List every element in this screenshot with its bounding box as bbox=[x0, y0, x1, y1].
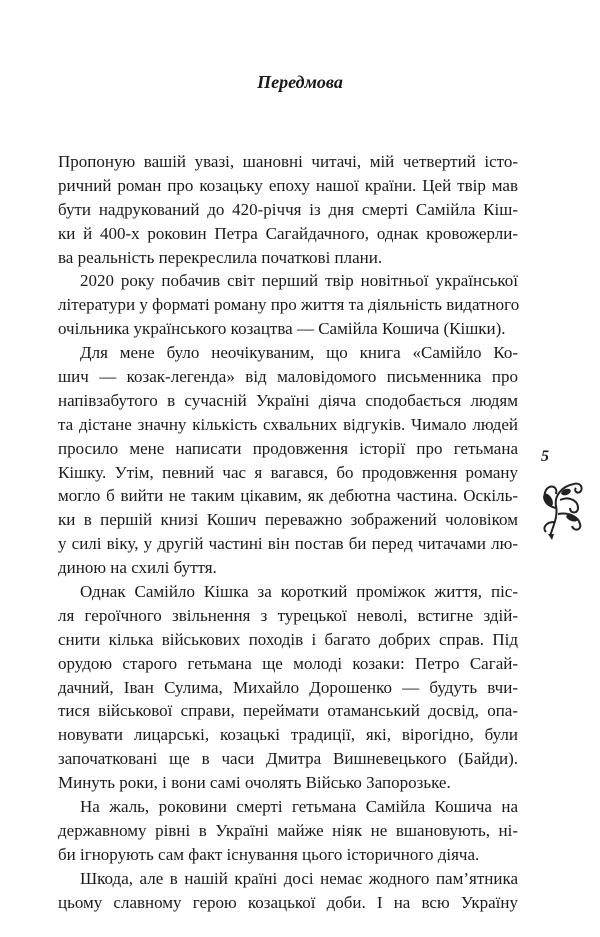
text-line: очільника українського козацтва — Самійла Кошича (Кішки). bbox=[58, 319, 506, 339]
text-line: започатковані ще в часи Дмитра Вишневецького (Байди). bbox=[58, 749, 518, 769]
text-line: снити кілька військових походів і багато добрих справ. Під bbox=[58, 629, 518, 649]
text-line: просило мене написати продовження історії про гетьмана bbox=[58, 438, 518, 458]
text-line: дачний, Іван Сулима, Михайло Дорошенко — будуть вчи- bbox=[58, 677, 518, 697]
text-line: орудою старого гетьмана ще молоді козаки: Петро Сагай- bbox=[58, 653, 518, 673]
text-line: ки й 400-х роковин Петра Сагайдачного, однак кровожерли- bbox=[58, 223, 518, 243]
text-line: диною на схилі буття. bbox=[58, 558, 217, 578]
page-title: Передмова bbox=[257, 72, 343, 92]
text-line: На жаль, роковини смерті гетьмана Самійла Кошича на bbox=[80, 797, 518, 817]
text-line: Пропоную вашій увазі, шановні читачі, мій четвертий істо- bbox=[58, 152, 518, 171]
text-line: ричний роман про козацьку епоху нашої країни. Цей твір мав bbox=[58, 175, 518, 195]
text-line: Для мене було неочікуваним, що книга «Самійло Ко- bbox=[80, 343, 518, 363]
text-line: шич — козак-легенда» від маловідомого письменника про bbox=[58, 367, 518, 387]
text-line: Шкода, але в нашій країні досі немає жодного пам’ятника bbox=[80, 868, 518, 888]
text-line: Однак Самійло Кішка за короткий проміжок життя, піс- bbox=[80, 582, 518, 602]
text-line: літератури у форматі роману про життя та діяльність видатного bbox=[58, 295, 520, 315]
text-line: ля героїчного звільнення з турецької неволі, встигне здій- bbox=[58, 605, 518, 625]
text-line: новувати лицарські, козацькі традиції, які, вірогідно, були bbox=[58, 725, 518, 745]
text-line: ва реальність перекреслила початкові плани. bbox=[58, 247, 383, 267]
text-line: тися військової справи, переймати отаманський досвід, опа- bbox=[58, 701, 518, 721]
text-line: могло б вийти не таким цікавим, як дебютна частина. Оскіль- bbox=[58, 486, 518, 506]
text-line: бути надрукований до 420-річчя із дня смерті Самійла Кіш- bbox=[58, 199, 518, 219]
text-line: цьому славному герою козацької доби. І на всю Україну bbox=[58, 892, 518, 912]
page-number: 5 bbox=[541, 448, 549, 465]
text-line: напівзабутого в сучасній Україні діяча сподобається людям bbox=[58, 390, 518, 410]
text-line: Минуть роки, і вони самі очолять Військо Запорозьке. bbox=[58, 773, 451, 793]
floral-ornament-icon bbox=[536, 478, 588, 540]
text-line: Кішку. Утім, певний час я вагався, бо продовження роману bbox=[58, 462, 518, 482]
text-line: 2020 року побачив світ перший твір новітньої української bbox=[80, 271, 518, 291]
text-line: державному рівні в Україні майже ніяк не вшановують, ні- bbox=[58, 820, 518, 840]
body-text bbox=[58, 150, 518, 915]
text-line: ки в першій книзі Кошич переважно зображений чоловіком bbox=[58, 510, 518, 530]
text-line: та дістане значну кількість схвальних відгуків. Чимало людей bbox=[58, 414, 518, 434]
text-line: би ігнорують сам факт існування цього історичного діяча. bbox=[58, 844, 480, 864]
text-line: у силі віку, у другій частині він постав би перед читачами лю- bbox=[58, 534, 518, 554]
